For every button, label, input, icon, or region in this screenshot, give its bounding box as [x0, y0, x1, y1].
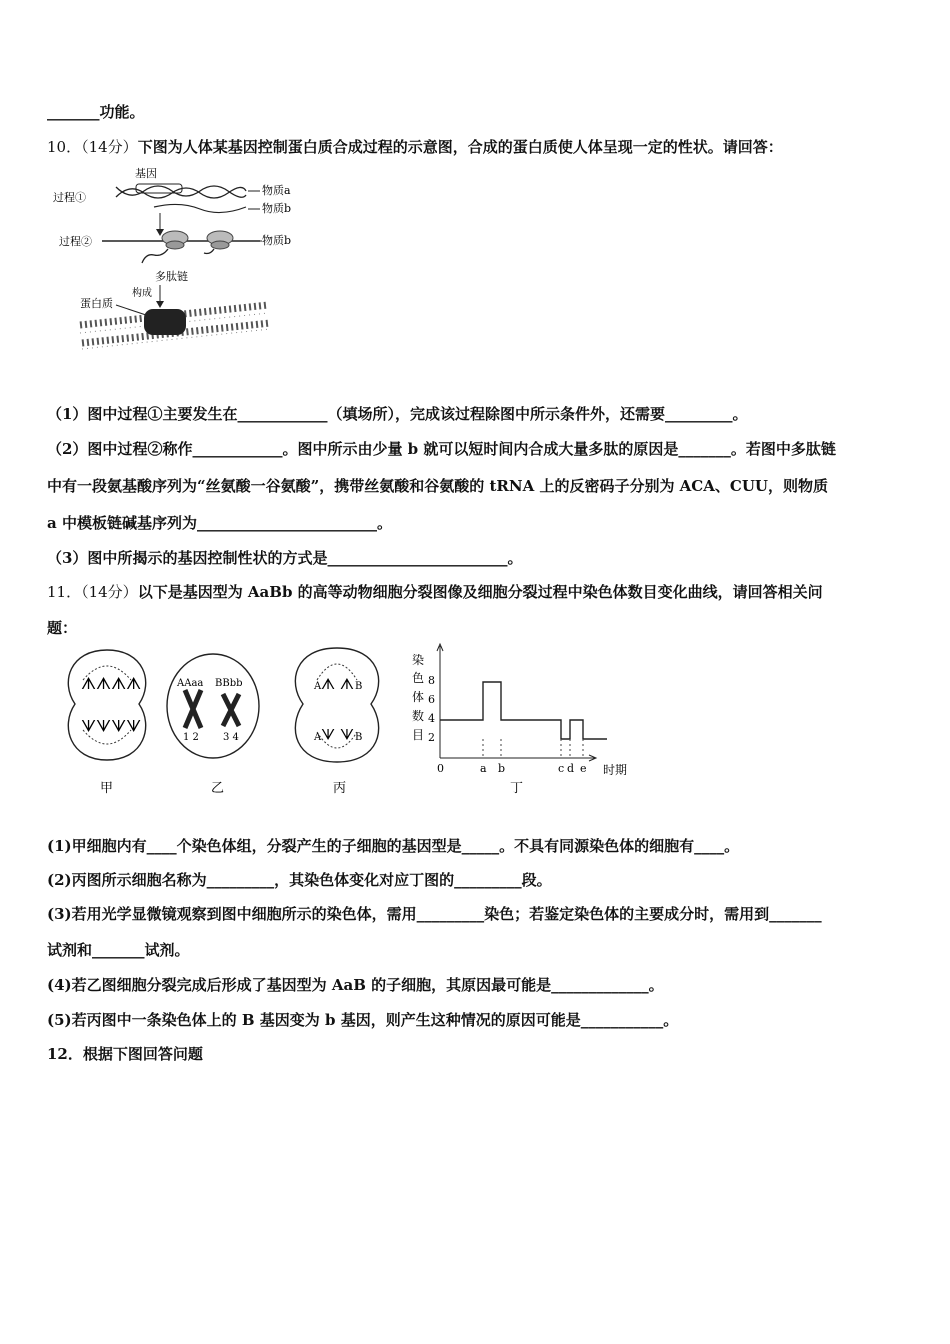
label-process-2: 过程② [59, 235, 92, 248]
yi-label-top-left: AAaa [177, 678, 204, 689]
label-gene: 基因 [135, 167, 157, 180]
chromosome-count-chart [412, 644, 627, 777]
x-tick-b: b [498, 762, 506, 775]
x-tick-a: a [480, 762, 487, 775]
question-10-part-2a: （2）图中过程②称作____________。图中所示由少量 b 就可以短时间内合成大量多肽的原因是_______。若图中多肽链 [47, 440, 836, 458]
x-axis-label: 时期 [603, 763, 628, 777]
y-label-char-5: 目 [412, 728, 425, 742]
y-label-char-2: 色 [412, 671, 425, 685]
question-11-stem-cont: 题： [47, 619, 78, 637]
label-substance-b2: 物质b [262, 234, 292, 247]
gene-expression-figure [50, 165, 320, 370]
x-tick-d: d [567, 762, 575, 775]
mrna-strand [154, 204, 246, 212]
curve-line [440, 682, 607, 739]
cell-jia [68, 650, 145, 760]
label-constitute: 构成 [132, 288, 152, 299]
bing-label-A2: A [314, 732, 322, 743]
y-tick-4: 4 [428, 712, 435, 725]
x-tick-c: c [558, 762, 565, 775]
question-11-text: 以下是基因型为 AaBb 的高等动物细胞分裂图像及细胞分裂过程中染色体数目变化曲线，请回答相关问 [137, 583, 823, 601]
y-tick-2: 2 [428, 731, 435, 744]
question-11-stem [47, 582, 823, 602]
yi-label-bottom-right: 3 4 [223, 732, 239, 743]
label-jia: 甲 [100, 781, 114, 796]
ribosome-2-small [211, 241, 229, 249]
x-origin: 0 [437, 762, 444, 775]
chromosome-curve [440, 682, 607, 758]
bing-label-A1: A [314, 681, 322, 692]
cell-bing [295, 648, 378, 762]
question-10-stem [47, 137, 783, 157]
question-11-part-1: (1)甲细胞内有____个染色体组，分裂产生的子细胞的基因型是_____。不具有同源染色体的细胞有____。 [47, 837, 740, 855]
svg-text:ᗑᗑᗑᗑ: ᗑᗑᗑᗑ [81, 674, 142, 693]
y-label-char-3: 体 [412, 690, 425, 704]
label-bing: 丙 [333, 781, 347, 796]
question-10-number: 10．（14分） [47, 138, 138, 156]
cell-division-figure [55, 642, 655, 802]
x-tick-labels [480, 762, 587, 775]
yi-label-bottom-left: 1 2 [183, 732, 199, 743]
yi-label-top-right: BBbb [215, 678, 243, 689]
bing-label-B1: B [355, 681, 363, 692]
y-tick-6: 6 [428, 693, 435, 706]
question-10-text: 下图为人体某基因控制蛋白质合成过程的示意图，合成的蛋白质使人体呈现一定的性状。请回答： [137, 138, 783, 156]
ribosome-1-small [166, 241, 184, 249]
bing-label-B2: B [355, 732, 363, 743]
peptide-1 [142, 249, 168, 263]
question-10-part-2c: a 中模板链碱基序列为________________________。 [47, 514, 392, 532]
peptide-2 [204, 249, 214, 254]
question-11-number: 11．（14分） [47, 583, 138, 601]
question-10-part-2b: 中有一段氨基酸序列为“丝氨酸一谷氨酸”，携带丝氨酸和谷氨酸的 tRNA 上的反密码子分别为 ACA、CUU，则物质 [47, 477, 828, 495]
label-substance-a: 物质a [262, 184, 291, 197]
label-process-1: 过程① [53, 191, 86, 204]
label-protein: 蛋白质 [80, 297, 113, 310]
label-substance-b1: 物质b [262, 202, 292, 215]
question-11-part-2: (2)丙图所示细胞名称为_________，其染色体变化对应丁图的_________段。 [47, 871, 552, 889]
x-tick-e: e [580, 762, 587, 775]
y-tick-8: 8 [428, 674, 435, 687]
svg-text:ᗐ ᗐ: ᗐ ᗐ [321, 726, 354, 744]
question-10-part-3: （3）图中所揭示的基因控制性状的方式是________________________。 [47, 549, 523, 567]
question-11-part-3b: 试剂和_______试剂。 [47, 941, 190, 959]
y-label-char-1: 染 [412, 653, 425, 667]
question-10-part-1: （1）图中过程①主要发生在____________（填场所），完成该过程除图中所示条件外，还需要_________。 [47, 405, 748, 423]
question-11-part-4: (4)若乙图细胞分裂完成后形成了基因型为 AaB 的子细胞，其原因最可能是_____________。 [47, 976, 664, 994]
label-yi: 乙 [211, 781, 225, 796]
y-label-char-4: 数 [412, 709, 425, 723]
question-11-part-3a: (3)若用光学显微镜观察到图中细胞所示的染色体，需用_________染色；若鉴定染色体的主要成分时，需用到_______ [47, 905, 822, 923]
blank-line-function: _______功能。 [47, 103, 145, 121]
arrowhead-2 [156, 301, 164, 308]
question-11-part-5: (5)若丙图中一条染色体上的 B 基因变为 b 基因，则产生这种情况的原因可能是___________。 [47, 1011, 679, 1029]
question-12: 12．根据下图回答问题 [47, 1045, 203, 1063]
label-ding: 丁 [510, 781, 524, 796]
membrane-protein [144, 309, 186, 335]
cell-yi [167, 654, 259, 758]
label-polypeptide: 多肽链 [155, 270, 188, 283]
leader-protein [116, 305, 146, 315]
svg-text:ᗐᗐᗐᗐ: ᗐᗐᗐᗐ [81, 717, 142, 736]
svg-text:ᗑ ᗑ: ᗑ ᗑ [321, 675, 354, 693]
